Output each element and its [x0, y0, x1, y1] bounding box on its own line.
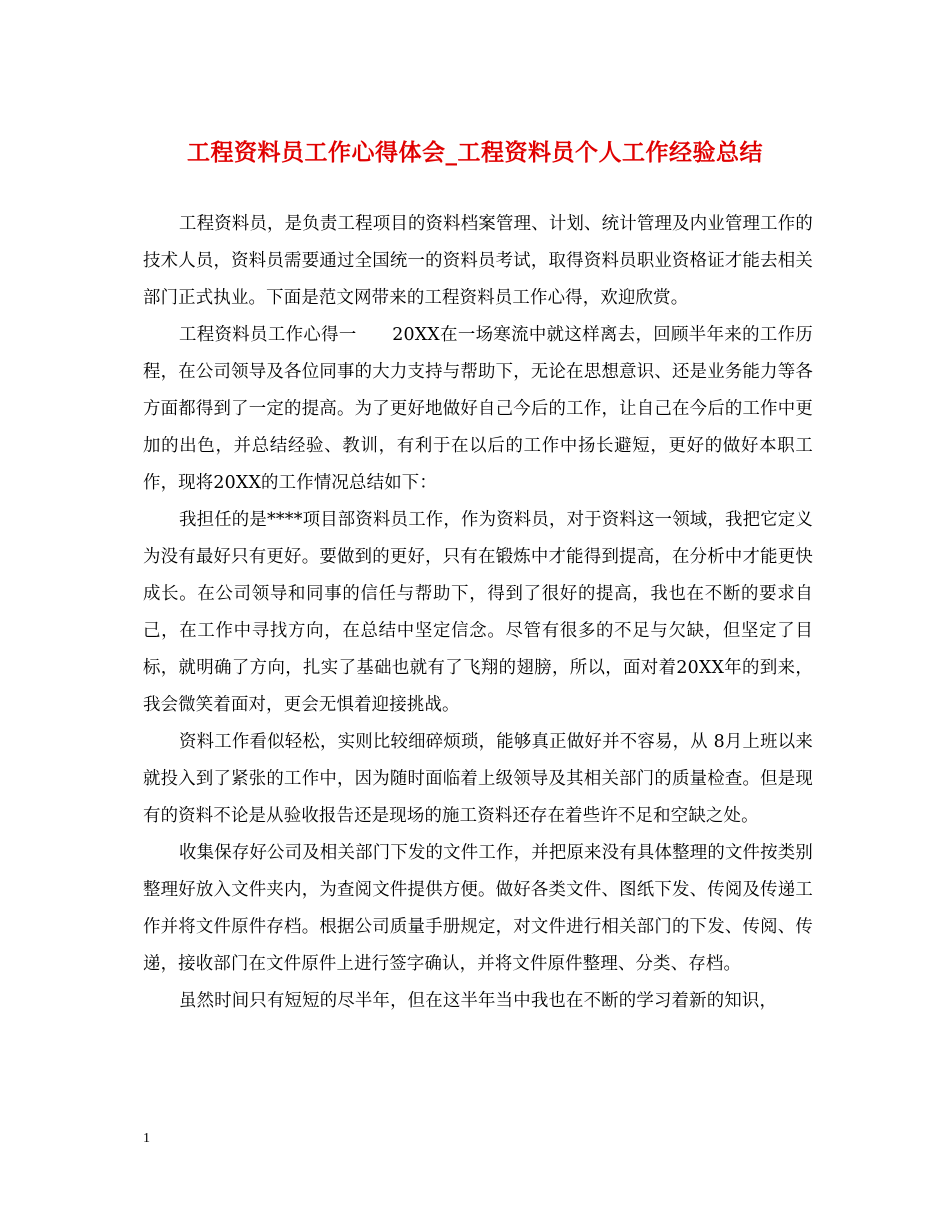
paragraph-role: 我担任的是****项目部资料员工作，作为资料员，对于资料这一领域，我把它定义为没有最好只有更好。要做到的更好，只有在锻炼中才能得到提高，在分析中才能更快成长。在公司领导和同事的信任与帮助下，得到了很好的提高，我也在不断的要求自己，在工作中寻找方向，在总结中坚定信念。尽管有很多的不足与欠缺，但坚定了目标，就明确了方向，扎实了基础也就有了飞翔的翅膀，所以，面对着20XX年的到来，我会微笑着面对，更会无惧着迎接挑战。	[143, 510, 813, 715]
paragraph-intro: 工程资料员，是负责工程项目的资料档案管理、计划、统计管理及内业管理工作的技术人员，资料员需要通过全国统一的资料员考试，取得资料员职业资格证才能去相关部门正式执业。下面是范文网带来的工程资料员工作心得，欢迎欣赏。	[143, 214, 813, 308]
paragraph-experience-one: 工程资料员工作心得一 20XX在一场寒流中就这样离去，回顾半年来的工作历程，在公司领导及各位同事的大力支持与帮助下，无论在思想意识、还是业务能力等各方面都得到了一定的提高。为了更好地做好自己今后的工作，让自己在今后的工作中更加的出色，并总结经验、教训，有利于在以后的工作中扬长避短，更好的做好本职工作，现将20XX的工作情况总结如下：	[143, 325, 813, 493]
page-number: 1	[143, 1131, 150, 1146]
paragraph-learning: 虽然时间只有短短的尽半年，但在这半年当中我也在不断的学习着新的知识，	[179, 991, 778, 1011]
document-title: 工程资料员工作心得体会_工程资料员个人工作经验总结	[187, 139, 763, 166]
document-body	[143, 206, 813, 1020]
paragraph-file-management: 收集保存好公司及相关部门下发的文件工作，并把原来没有具体整理的文件按类别整理好放入文件夹内，为查阅文件提供方便。做好各类文件、图纸下发、传阅及传递工作并将文件原件存档。根据公司质量手册规定，对文件进行相关部门的下发、传阅、传递，接收部门在文件原件上进行签字确认，并将文件原件整理、分类、存档。	[143, 843, 813, 974]
paragraph-work-nature: 资料工作看似轻松，实则比较细碎烦琐，能够真正做好并不容易，从 8月上班以来就投入到了紧张的工作中，因为随时面临着上级领导及其相关部门的质量检查。但是现有的资料不论是从验收报告还是现场的施工资料还存在着些许不足和空缺之处。	[143, 732, 813, 826]
